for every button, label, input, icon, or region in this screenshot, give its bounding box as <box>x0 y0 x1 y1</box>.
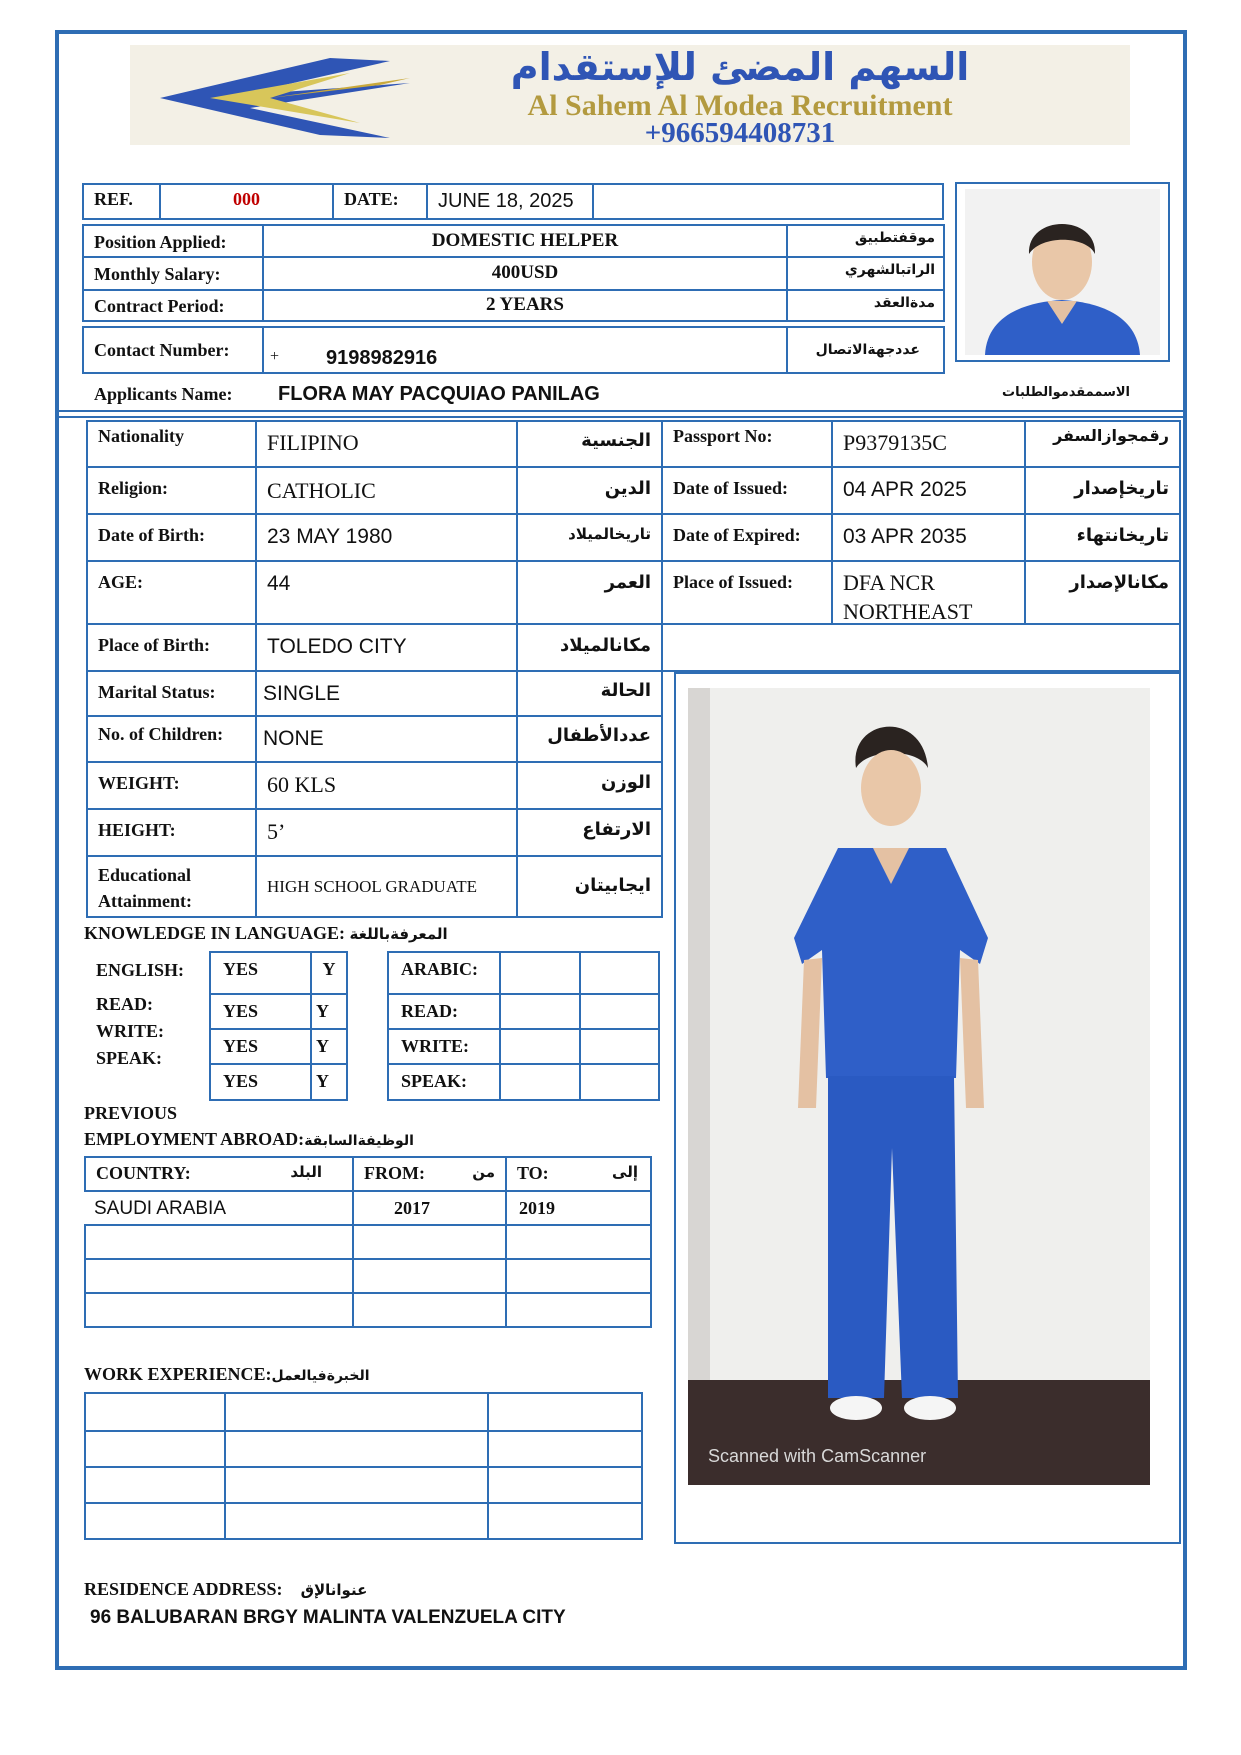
contract-arabic: مدةالعقد <box>873 295 935 311</box>
contact-arabic: عددجهةالاتصال <box>815 342 920 358</box>
company-name-arabic: السهم المضئ للإستقدام <box>510 45 970 89</box>
applicant-arabic: الاسممقدموالطلبات <box>1002 385 1130 400</box>
work-experience-title: WORK EXPERIENCE:الخبرةفيالعمل <box>84 1364 370 1384</box>
salary-value: 400USD <box>491 262 559 283</box>
contact-value: 9198982916 <box>326 347 438 369</box>
company-name-english: Al Sahem Al Modea Recruitment <box>527 89 953 122</box>
headshot-photo <box>957 184 1168 360</box>
speak-label: SPEAK: <box>96 1048 163 1068</box>
read-label: READ: <box>96 994 153 1014</box>
ref-label-cell: REF. <box>82 183 161 220</box>
company-phone: +966594408731 <box>644 117 836 149</box>
write-label: WRITE: <box>96 1021 165 1041</box>
contract-value: 2 YEARS <box>486 294 564 315</box>
full-body-photo <box>688 688 1150 1485</box>
applicant-label: Applicants Name: <box>94 384 233 404</box>
salary-arabic: الراتبالشهري <box>844 262 935 278</box>
position-value: DOMESTIC HELPER <box>431 230 619 251</box>
applicant-name: FLORA MAY PACQUIAO PANILAG <box>278 383 600 405</box>
language-title: KNOWLEDGE IN LANGUAGE: المعرفةباللغة <box>84 923 448 943</box>
ref-blank-cell <box>592 183 944 220</box>
position-arabic: موقفتطبيق <box>854 230 935 246</box>
headshot-frame <box>955 182 1170 362</box>
header-banner <box>130 45 1130 149</box>
date-label-cell: DATE: <box>332 183 428 220</box>
english-label: ENGLISH: <box>96 960 185 980</box>
contract-label: Contract Period: <box>94 296 225 316</box>
date-value-cell: JUNE 18, 2025 <box>426 183 594 220</box>
position-label: Position Applied: <box>94 232 227 252</box>
contact-prefix: + <box>270 348 280 365</box>
salary-label: Monthly Salary: <box>94 264 221 284</box>
contact-label: Contact Number: <box>94 340 230 360</box>
address-value: 96 BALUBARAN BRGY MALINTA VALENZUELA CITY <box>90 1607 566 1628</box>
ref-value-cell: 000 <box>159 183 334 220</box>
camscanner-watermark: Scanned with CamScanner <box>708 1446 927 1466</box>
address-label: RESIDENCE ADDRESS: عنوانالإق <box>84 1579 368 1599</box>
employment-title-2: EMPLOYMENT ABROAD:الوظيفةالسابقة <box>84 1129 414 1149</box>
employment-title-1: PREVIOUS <box>84 1103 178 1123</box>
table-row: SAUDI ARABIA <box>84 1190 354 1226</box>
